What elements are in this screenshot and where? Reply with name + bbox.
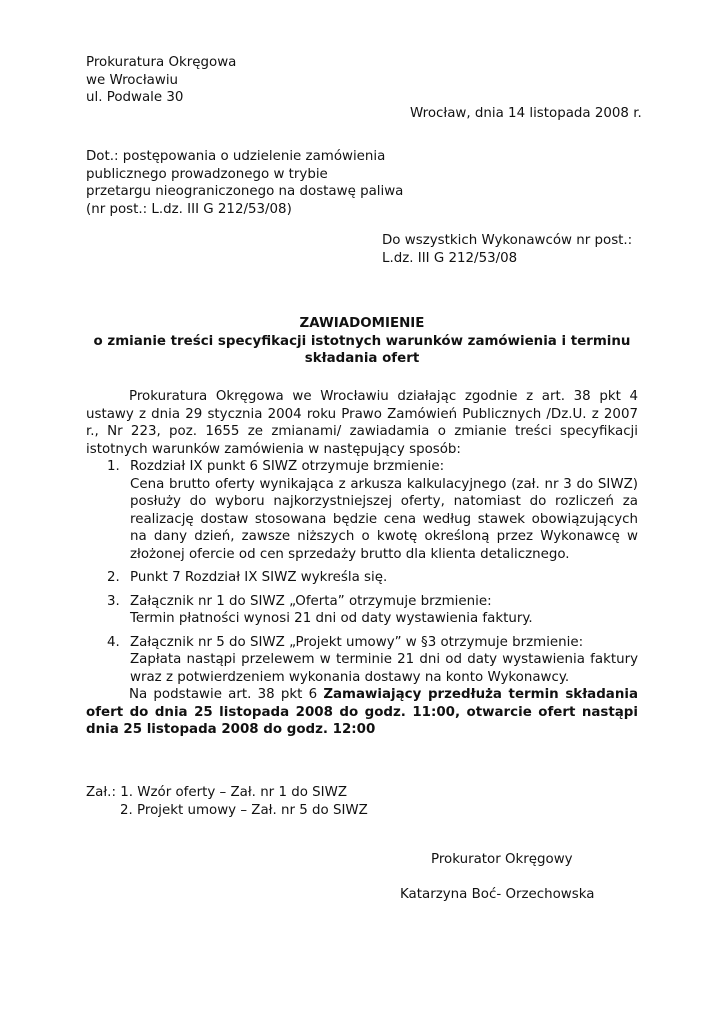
list-item	[86, 593, 638, 628]
closing-paragraph	[86, 686, 638, 739]
item-number: 1.	[107, 459, 120, 474]
title-line: składania ofert	[304, 351, 420, 366]
signature-name: Katarzyna Boć- Orzechowska	[400, 887, 595, 902]
item-text: Cena brutto oferty wynikająca z arkusza kalkulacyjnego (zał. nr 3 do SIWZ) posłuży do wyboru najkorzystniejszej oferty, natomiast do rozliczeń za realizację dostaw stosowana będzie cena według stawek obowiązujących na dany dzień, zawsze niższych o kwotę określoną przez Wykonawcę w złożonej ofercie od cen sprzedaży brutto dla klienta detalicznego.	[130, 476, 638, 562]
attachment-line: Zał.: 1. Wzór oferty – Zał. nr 1 do SIWZ	[86, 785, 348, 800]
intro-paragraph: Prokuratura Okręgowa we Wrocławiu działając zgodnie z art. 38 pkt 4 ustawy z dnia 29 stycznia 2004 roku Prawo Zamówień Publicznych /Dz.U. z 2007 r., Nr 223, poz. 1655 ze zmianami/ zawiadamia o zmianie treści specyfikacji istotnych warunków zamówienia w następujący sposób:	[86, 389, 638, 457]
item-number: 3.	[107, 593, 120, 609]
letter-date: Wrocław, dnia 14 listopada 2008 r.	[410, 106, 642, 121]
changes-list	[86, 458, 638, 686]
item-number: 4.	[107, 634, 120, 650]
subject-line: publicznego prowadzonego w trybie	[86, 166, 328, 182]
recipient-block	[382, 232, 632, 267]
attachment-line: 2. Projekt umowy – Zał. nr 5 do SIWZ	[120, 802, 368, 818]
document-body	[86, 388, 638, 739]
item-number: 2.	[107, 570, 120, 585]
title-line: o zmianie treści specyfikacji istotnych warunków zamówienia i terminu	[93, 333, 631, 349]
item-heading: Załącznik nr 5 do SIWZ „Projekt umowy” w §3 otrzymuje brzmienie:	[130, 634, 584, 650]
signature-role: Prokurator Okręgowy	[431, 852, 573, 867]
subject-line: Dot.: postępowania o udzielenie zamówienia	[86, 149, 386, 164]
closing-prefix: Na podstawie art. 38 pkt 6	[129, 687, 324, 702]
subject-line: (nr post.: L.dz. III G 212/53/08)	[86, 201, 292, 217]
attachments-block	[86, 784, 368, 819]
title-heading: ZAWIADOMIENIE	[299, 316, 425, 331]
list-item	[86, 569, 638, 587]
item-text: Zapłata nastąpi przelewem w terminie 21 dni od daty wystawienia faktury wraz z potwierdzeniem wykonania dostawy na konto Wykonawcy.	[130, 652, 638, 685]
closing-bold: Zamawiający przedłuża termin składania ofert do dnia 25 listopada 2008 do godz. 11:00, otwarcie ofert nastąpi dnia 25 listopada 2008 do godz. 12:00	[86, 687, 638, 737]
list-item	[86, 458, 638, 563]
item-text: Termin płatności wynosi 21 dni od daty wystawienia faktury.	[130, 611, 533, 626]
recipient-line: Do wszystkich Wykonawców nr post.:	[382, 233, 633, 248]
item-heading: Punkt 7 Rozdział IX SIWZ wykreśla się.	[130, 570, 388, 585]
item-heading: Rozdział IX punkt 6 SIWZ otrzymuje brzmienie:	[130, 459, 445, 474]
recipient-line: L.dz. III G 212/53/08	[382, 250, 518, 266]
subject-line: przetargu nieograniczonego na dostawę paliwa	[86, 184, 404, 199]
sender-address	[86, 54, 236, 107]
item-heading: Załącznik nr 1 do SIWZ „Oferta” otrzymuje brzmienie:	[130, 593, 492, 609]
subject-block	[86, 148, 403, 218]
sender-line: ul. Podwale 30	[86, 90, 184, 105]
list-item	[86, 634, 638, 687]
document-title	[86, 315, 638, 368]
sender-line: Prokuratura Okręgowa	[86, 55, 237, 70]
sender-line: we Wrocławiu	[86, 72, 179, 88]
